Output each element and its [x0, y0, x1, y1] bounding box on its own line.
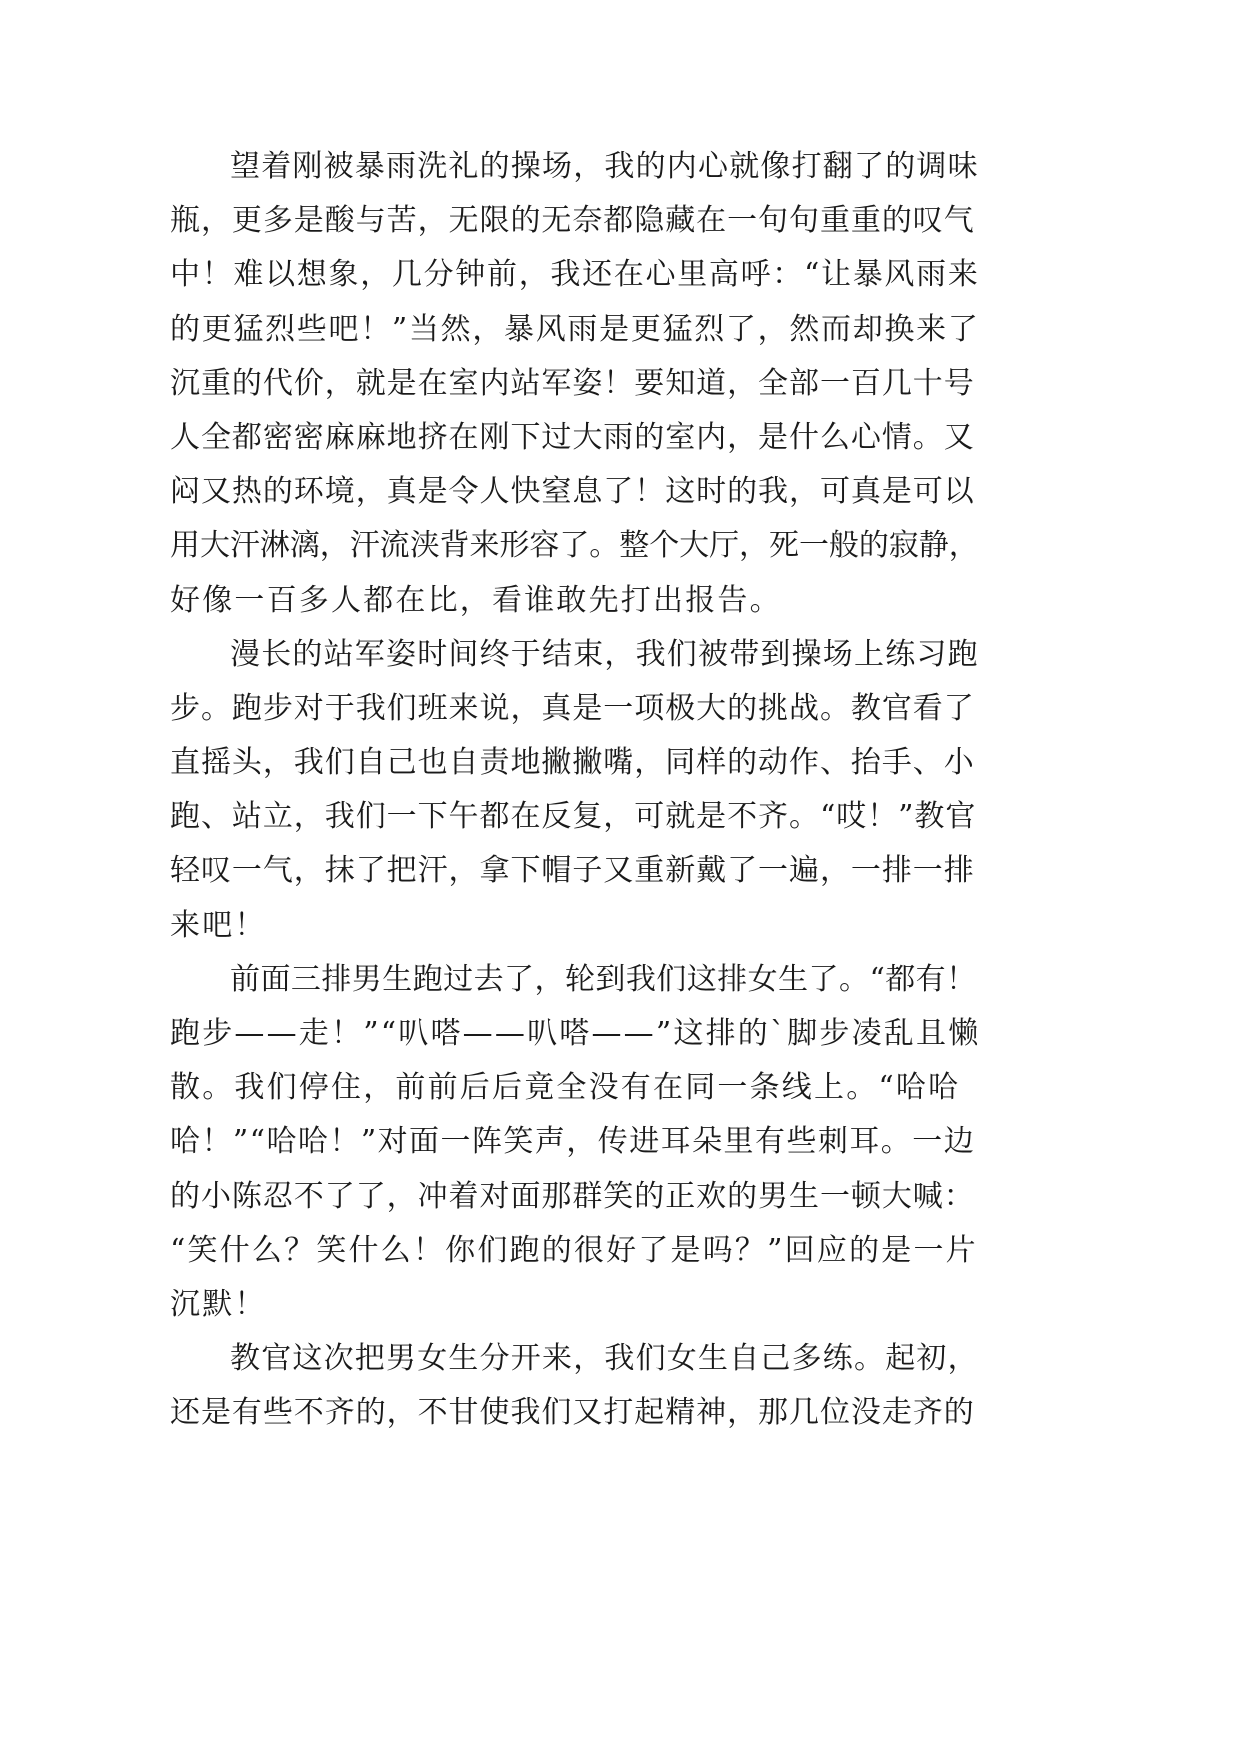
text-line: 漫长的站军姿时间终于结束，我们被带到操场上练习跑	[230, 636, 979, 672]
text-line: 的小陈忍不了了，冲着对面那群笑的正欢的男生一顿大喊：	[170, 1178, 975, 1214]
text-line: 步。跑步对于我们班来说，真是一项极大的挑战。教官看了	[170, 690, 975, 726]
text-line: 还是有些不齐的，不甘使我们又打起精神，那几位没走齐的	[170, 1395, 975, 1431]
text-line: 中！难以想象，几分钟前，我还在心里高呼：“让暴风雨来	[170, 257, 980, 293]
text-line: 人全都密密麻麻地挤在刚下过大雨的室内，是什么心情。又	[170, 419, 975, 455]
text-line: 的更猛烈些吧！”当然，暴风雨是更猛烈了，然而却换来了	[170, 311, 980, 347]
text-line: 沉默！	[170, 1286, 267, 1322]
text-line: 教官这次把男女生分开来，我们女生自己多练。起初，	[230, 1341, 979, 1377]
text-line: 哈！”“哈哈！”对面一阵笑声，传进耳朵里有些刺耳。一边	[170, 1124, 976, 1160]
body-text	[170, 140, 981, 1441]
text-line: 轻叹一气，抹了把汗，拿下帽子又重新戴了一遍，一排一排	[170, 853, 975, 889]
text-line: 前面三排男生跑过去了，轮到我们这排女生了。“都有！	[230, 961, 977, 997]
text-line: 用大汗淋漓，汗流浃背来形容了。整个大厅，死一般的寂静，	[170, 528, 979, 564]
text-line: “笑什么？笑什么！你们跑的很好了是吗？”回应的是一片	[170, 1232, 978, 1268]
text-line: 沉重的代价，就是在室内站军姿！要知道，全部一百几十号	[170, 365, 975, 401]
text-line: 望着刚被暴雨洗礼的操场，我的内心就像打翻了的调味	[230, 149, 979, 184]
text-line: 跑步——走！”“叭嗒——叭嗒——”这排的`脚步凌乱且懒	[170, 1016, 981, 1051]
text-line: 瓶，更多是酸与苦，无限的无奈都隐藏在一句句重重的叹气	[170, 203, 975, 239]
text-line: 来吧！	[170, 907, 267, 943]
text-line: 跑、站立，我们一下午都在反复，可就是不齐。“哎！”教官	[170, 799, 977, 835]
text-line: 散。我们停住，前前后后竟全没有在同一条线上。“哈哈	[170, 1070, 961, 1106]
text-line: 好像一百多人都在比，看谁敢先打出报告。	[170, 582, 782, 618]
text-line: 闷又热的环境，真是令人快窒息了！这时的我，可真是可以	[170, 474, 975, 510]
text-line: 直摇头，我们自己也自责地撇撇嘴，同样的动作、抬手、小	[170, 745, 975, 781]
